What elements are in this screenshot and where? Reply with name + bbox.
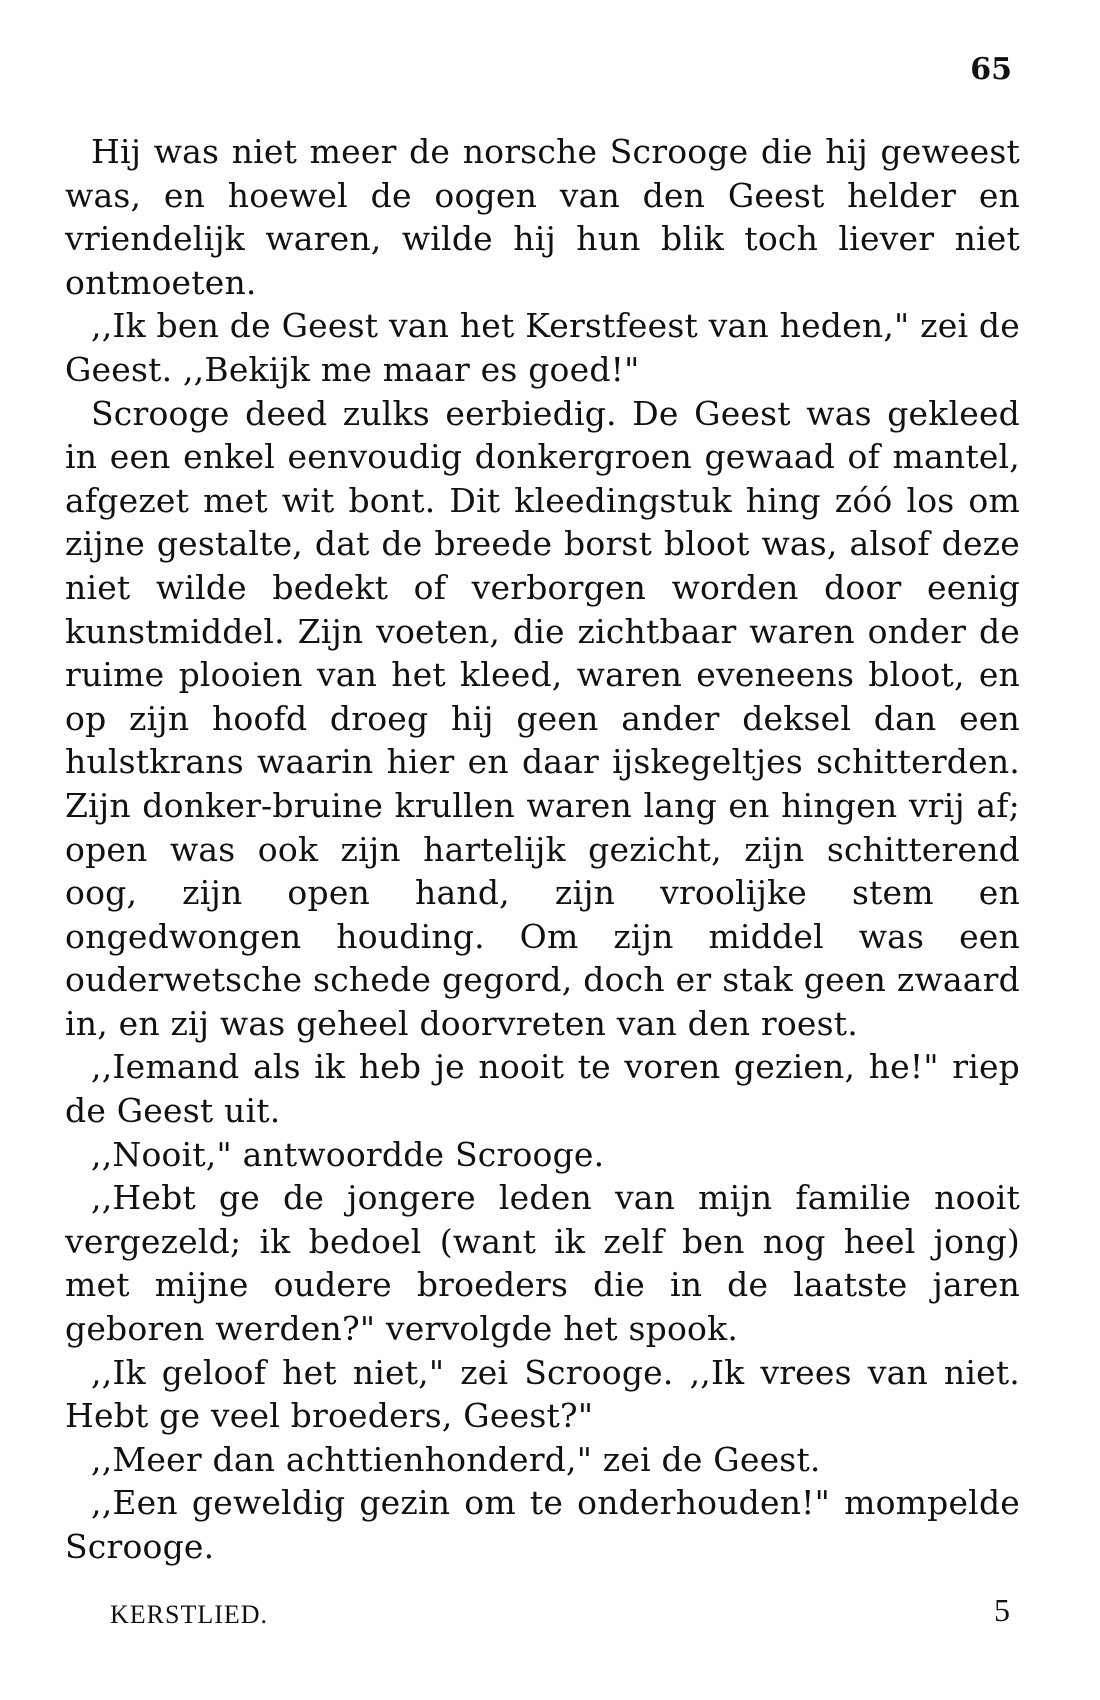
paragraph-8: ,,Meer dan achttienhonderd," zei de Geest.	[91, 1439, 821, 1479]
paragraph-3: Scrooge deed zulks eerbiedig. De Geest was gekleed in een enkel eenvoudig donkergroen gewaad of mantel, afgezet met wit bont. Dit kleedingstuk hing zóó los om zijne gestalte, dat de breede borst bloot was, alsof deze niet wilde bedekt of verborgen worden door eenig kunstmiddel. Zijn voeten, die zichtbaar waren onder de ruime plooien van het kleed, waren eveneens bloot, en op zijn hoofd droeg hij geen ander deksel dan een hulstkrans waarin hier en daar ijskegeltjes schitterden. Zijn donker-bruine krullen waren lang en hingen vrij af; open was ook zijn hartelijk gezicht, zijn schitterend oog, zijn open hand, zijn vroolijke stem en ongedwongen houding. Om zijn middel was een ouderwetsche schede gegord, doch er stak geen zwaard in, en zij was geheel doorvreten van den roest.	[65, 393, 1020, 1043]
page-number: 65	[970, 52, 1012, 87]
paragraph-9: ,,Een geweldig gezin om te onderhouden!" mompelde Scrooge.	[65, 1483, 1020, 1566]
signature-number: 5	[994, 1592, 1010, 1628]
page-footer	[110, 1592, 1010, 1632]
body-text	[65, 130, 1020, 1569]
footer-title: KERSTLIED.	[110, 1600, 269, 1629]
paragraph-1: Hij was niet meer de norsche Scrooge die hij geweest was, en hoewel de oogen van den Geest helder en vriendelijk waren, wilde hij hun blik toch liever niet ontmoeten.	[65, 132, 1020, 302]
paragraph-5: ,,Nooit," antwoordde Scrooge.	[91, 1134, 605, 1174]
paragraph-7: ,,Ik geloof het niet," zei Scrooge. ,,Ik vrees van niet. Hebt ge veel broeders, Geest?"	[65, 1352, 1020, 1436]
paragraph-2: ,,Ik ben de Geest van het Kerstfeest van heden," zei de Geest. ,,Bekijk me maar es goed!"	[65, 306, 1020, 389]
paragraph-6: ,,Hebt ge de jongere leden van mijn familie nooit vergezeld; ik bedoel (want ik zelf ben nog heel jong) met mijne oudere broeders die in de laatste jaren geboren werden?" vervolgde het spook.	[65, 1178, 1020, 1349]
paragraph-4: ,,Iemand als ik heb je nooit te voren gezien, he!" riep de Geest uit.	[65, 1047, 1020, 1131]
